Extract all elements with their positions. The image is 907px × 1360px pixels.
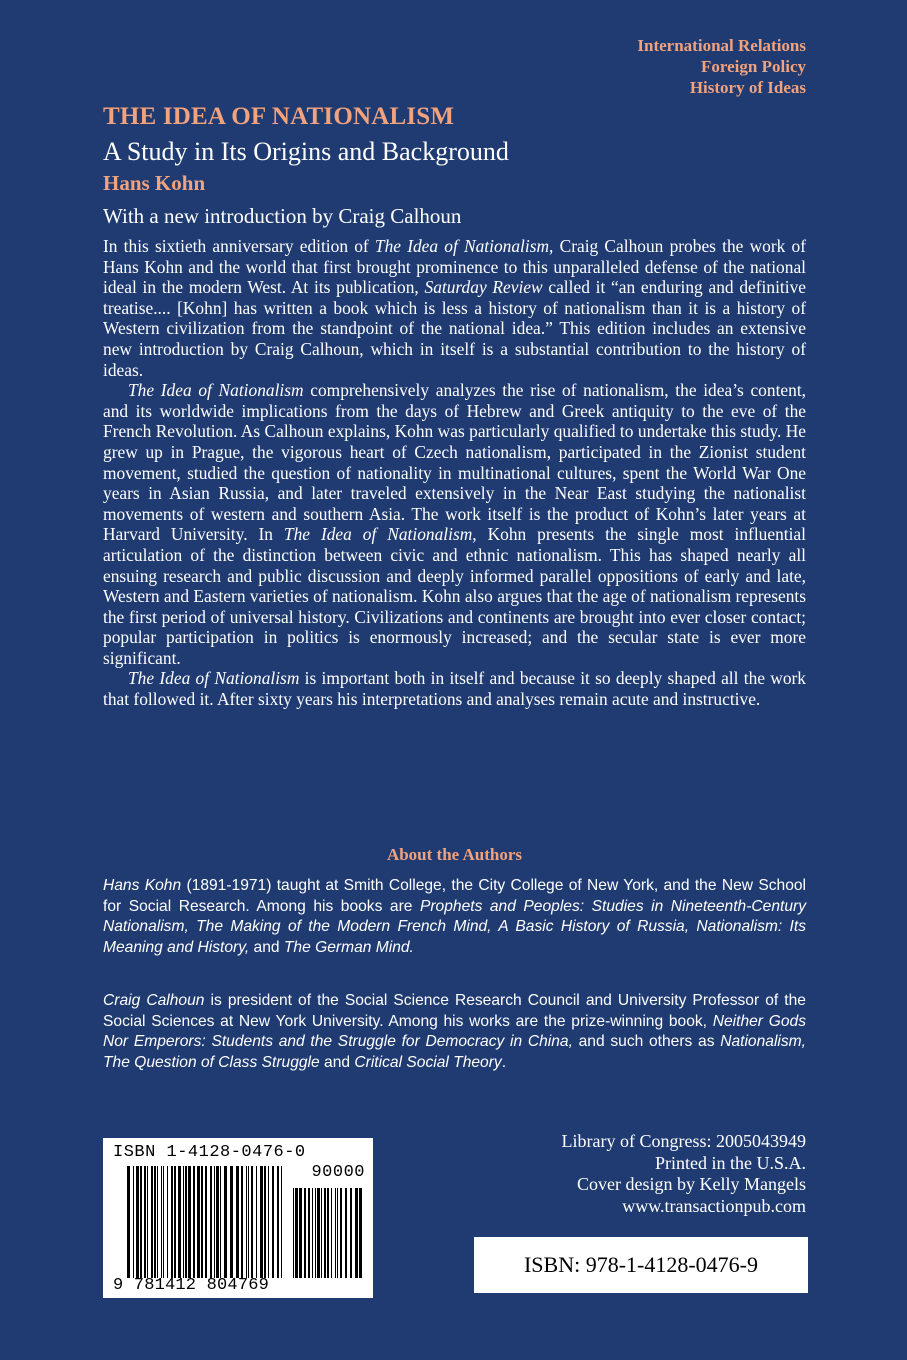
barcode-price-code: 90000: [311, 1163, 365, 1182]
barcode-bar: [295, 1188, 298, 1278]
italic-segment: Critical Social Theory: [354, 1053, 502, 1071]
barcode-bar: [264, 1166, 266, 1278]
isbn13-text: ISBN: 978-1-4128-0476-9: [523, 1252, 759, 1277]
subject-foreign-policy: Foreign Policy: [701, 57, 806, 76]
italic-segment: Nationalism, The Question of Class Struggle: [103, 1033, 806, 1071]
barcode-bar: [299, 1188, 302, 1278]
barcode-bar: [345, 1188, 347, 1278]
barcode-bar: [178, 1166, 181, 1278]
barcode-bar: [327, 1188, 329, 1278]
barcode-bar: [230, 1166, 233, 1278]
barcode-bar: [337, 1188, 338, 1278]
barcode-bar: [251, 1166, 253, 1278]
barcode-bar: [220, 1166, 221, 1278]
library-of-congress: Library of Congress: 2005043949: [561, 1131, 806, 1151]
barcode-bar: [256, 1166, 257, 1278]
italic-segment: Neither Gods Nor Emperors: Students and the Struggle for Democracy in China,: [103, 1012, 806, 1051]
barcode-bar: [277, 1166, 279, 1278]
barcode-bar: [210, 1166, 212, 1278]
subject-history-of-ideas: History of Ideas: [689, 78, 806, 97]
barcode-bar: [355, 1188, 358, 1278]
text-segment: and such others as: [572, 1033, 721, 1051]
italic-segment: Saturday Review: [424, 277, 543, 298]
text-segment: comprehensively analyzes the rise of nationalism, the idea’s content, and its worldwide implications from the days of Hebrew and Greek antiquity to the eve of the French Revolution. As Calhoun explains, Kohn was particularly qualified to undertake this study. He grew up in Prague, the vigorous heart of Czech nationalism, participated in the Zionist student movement, studied the question of nationality in multinational cultures, spent the World War One years in Asian Russia, and later traveled extensively in the Near East studying the nationalist movements of western and southern Asia. The work itself is the product of Kohn’s later years at Harvard University. In: [103, 380, 806, 545]
barcode-bar: [260, 1166, 263, 1278]
barcode-bar: [312, 1188, 313, 1278]
barcode-bar: [317, 1188, 320, 1278]
barcode: [103, 1138, 373, 1298]
barcode-bar: [272, 1166, 274, 1278]
text-segment: is president of the Social Science Research Council and University Professor of the Social Sciences at New York University. Among his works are the prize-winning book,: [103, 992, 806, 1030]
barcode-price-bars: [293, 1188, 365, 1278]
barcode-bar: [308, 1188, 310, 1278]
italic-segment: Craig Calhoun: [103, 992, 205, 1009]
barcode-bar: [304, 1188, 306, 1278]
barcode-bar: [133, 1166, 134, 1278]
barcode-bar: [331, 1188, 332, 1278]
printed-in: Printed in the U.S.A.: [655, 1152, 806, 1173]
introduction-credit: With a new introduction by Craig Calhoun: [103, 204, 462, 228]
barcode-bar: [197, 1166, 200, 1278]
barcode-bar: [157, 1166, 158, 1278]
text-segment: and: [319, 1053, 355, 1071]
barcode-bar: [321, 1188, 322, 1278]
subject-international-relations: International Relations: [637, 36, 806, 55]
barcode-bar: [163, 1166, 164, 1278]
barcode-bar: [201, 1166, 203, 1278]
barcode-bar: [248, 1166, 249, 1278]
barcode-bar: [324, 1188, 326, 1278]
text-segment: Kohn presents the single most influential articulation of the distinction between civic and ethnic nationalism. This has shaped nearly all ensuing research and public discussion and deeply informed parallel oppositions of early and late, Western and Eastern varieties of nationalism. Kohn also argues that the age of nationalism represents the first period of universal history. Civilizations and continents are brought into ever closer contact; popular participation in politics is enormously increased; and the secular state is ever more significant.: [103, 524, 806, 668]
book-author: Hans Kohn: [103, 171, 206, 195]
description: [103, 236, 806, 710]
barcode-bar: [359, 1188, 362, 1278]
barcode-bar: [214, 1166, 215, 1278]
book-subtitle: A Study in Its Origins and Background: [103, 137, 509, 166]
barcode-bar: [335, 1188, 336, 1278]
isbn13-box: [474, 1237, 808, 1293]
barcode-bar: [136, 1166, 139, 1278]
italic-segment: The Idea of Nationalism: [128, 668, 300, 689]
publication-info: [562, 1131, 806, 1217]
description-paragraph-2: [103, 380, 806, 668]
text-segment: In this sixtieth anniversary edition of: [103, 236, 375, 256]
description-paragraph-1: [103, 236, 806, 380]
barcode-bar: [154, 1166, 156, 1278]
barcode-bar: [268, 1166, 269, 1278]
bio-craig-calhoun: [103, 991, 806, 1073]
text-segment: (1891-1971) taught at Smith College, the City College of New York, and the New School for Social Research. Among his books are: [103, 877, 807, 915]
bio-hans-kohn: [103, 876, 806, 958]
barcode-bar: [205, 1166, 207, 1278]
italic-segment: The Idea of Nationalism,: [374, 236, 554, 256]
barcode-bar: [147, 1166, 148, 1278]
text-segment: and: [249, 938, 284, 956]
barcode-bar: [174, 1166, 176, 1278]
barcode-bar: [281, 1166, 282, 1278]
barcode-bar: [293, 1188, 294, 1278]
barcode-bar: [315, 1188, 316, 1278]
barcode-bar: [127, 1166, 130, 1278]
barcode-bar: [140, 1166, 142, 1278]
text-segment: called it “an enduring and definitive treatise.... [Kohn] has written a book which is less a history of nationalism than it is a history of Western civilization from the standpoint of the national idea.” This edition includes an extensive new introduction by Craig Calhoun, which in itself is a substantial contribution to the history of ideas.: [103, 277, 806, 380]
barcode-main-bars: [127, 1166, 287, 1278]
barcode-bar: [185, 1166, 187, 1278]
italic-segment: Prophets and Peoples: Studies in Nineteenth-Century Nationalism, The Making of the Modern French Mind, A Basic History of Russia, Nationalism: Its Meaning and History,: [103, 897, 806, 956]
text-segment: Craig Calhoun probes the work of Hans Kohn and the world that first brought prominence to this unparalleled defense of the national ideal in the modern West. At its publication,: [103, 236, 806, 298]
bio-craig-calhoun-text: [103, 991, 806, 1073]
barcode-bar: [144, 1166, 146, 1278]
barcode-bar: [350, 1188, 352, 1278]
barcode-bar: [171, 1166, 173, 1278]
subject-categories: [637, 35, 806, 98]
about-authors-heading: About the Authors: [386, 845, 523, 864]
italic-segment: The Idea of Nationalism,: [283, 524, 477, 545]
barcode-bar: [236, 1166, 239, 1278]
barcode-bar: [161, 1166, 162, 1278]
italic-segment: Hans Kohn: [103, 877, 182, 894]
book-title: THE IDEA OF NATIONALISM: [103, 103, 455, 130]
barcode-isbn-label: ISBN 1-4128-0476-0: [113, 1143, 306, 1162]
barcode-bar: [188, 1166, 191, 1278]
bio-hans-kohn-text: [103, 876, 806, 958]
barcode-bar: [241, 1166, 243, 1278]
barcode-bar: [151, 1166, 153, 1278]
barcode-bar: [224, 1166, 227, 1278]
barcode-bar: [167, 1166, 168, 1278]
publisher-website: www.transactionpub.com: [622, 1195, 806, 1216]
barcode-ean-digits: 9 781412 804769: [113, 1276, 270, 1295]
italic-segment: The Idea of Nationalism: [128, 380, 304, 401]
barcode-bar: [216, 1166, 219, 1278]
italic-segment: The German Mind.: [283, 938, 414, 956]
description-paragraph-3: [103, 668, 806, 709]
barcode-bar: [193, 1166, 195, 1278]
text-segment: .: [501, 1053, 507, 1071]
barcode-bar: [246, 1166, 247, 1278]
barcode-bar: [340, 1188, 342, 1278]
cover-design-credit: Cover design by Kelly Mangels: [577, 1174, 806, 1194]
text-segment: is important both in itself and because it so deeply shaped all the work that followed it. After sixty years his interpretations and analyses remain acute and instructive.: [103, 668, 806, 710]
barcode-bar: [183, 1166, 184, 1278]
